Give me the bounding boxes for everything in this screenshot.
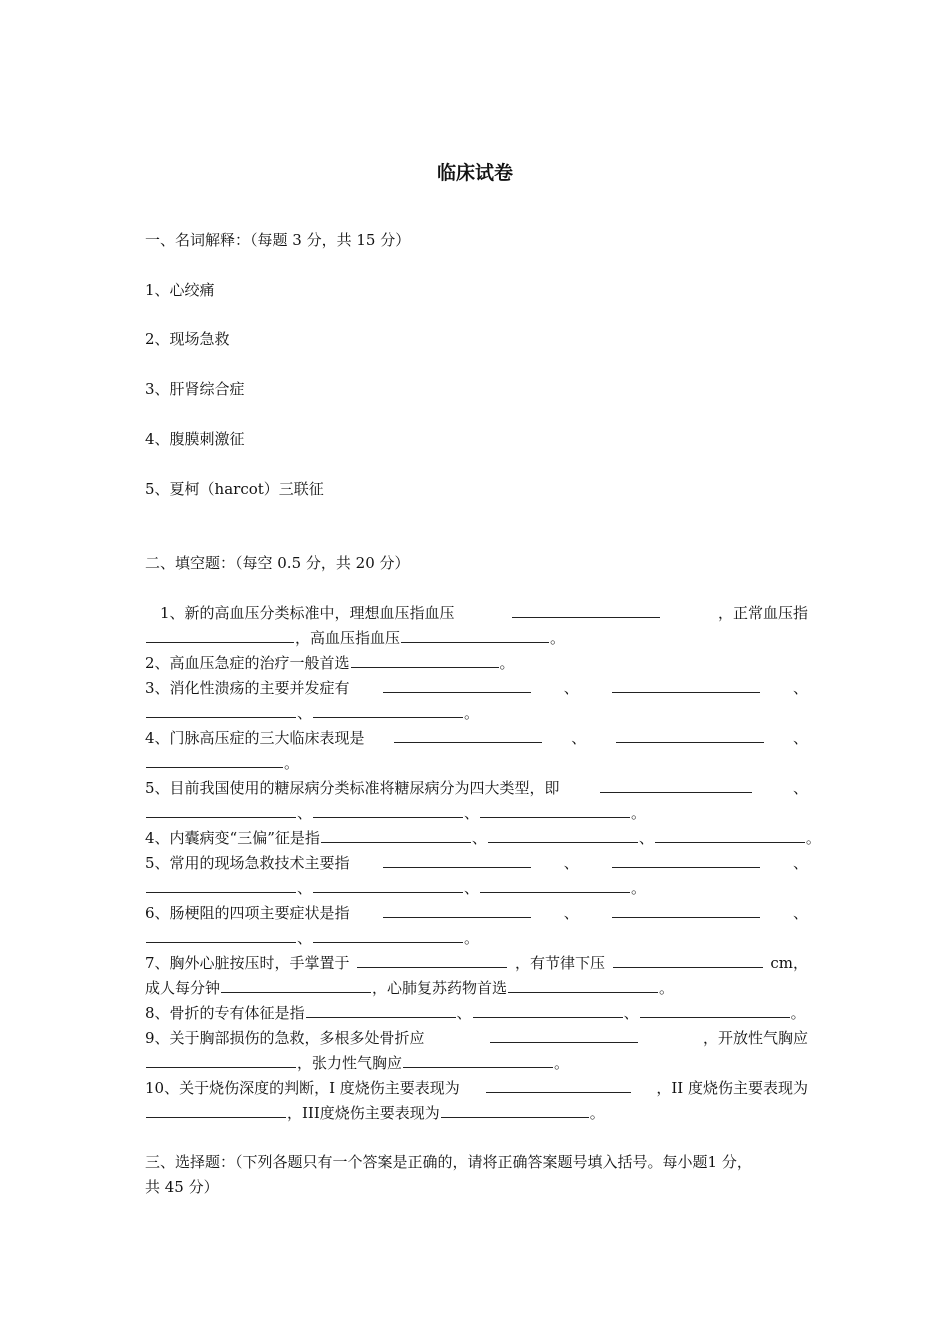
separator: 、: [297, 879, 313, 897]
answer-blank[interactable]: [383, 677, 531, 693]
question-text: 10、关于烧伤深度的判断，I 度烧伤主要表现为: [145, 1079, 460, 1097]
section1-heading: 一、名词解释：（每题 3 分，共 15 分）: [145, 231, 411, 249]
fill-question-cont: [145, 877, 646, 898]
answer-blank[interactable]: [600, 777, 752, 793]
separator: 、: [471, 829, 487, 847]
answer-blank[interactable]: [655, 827, 805, 843]
answer-blank[interactable]: [357, 952, 507, 968]
question-text: 7、胸外心脏按压时，手掌置于: [145, 954, 350, 972]
question-text: ，有节律下压: [514, 954, 605, 972]
answer-blank[interactable]: [486, 1077, 631, 1093]
answer-blank[interactable]: [221, 977, 371, 993]
answer-blank[interactable]: [480, 802, 630, 818]
answer-blank[interactable]: [146, 752, 283, 768]
question-text: 。: [499, 654, 515, 672]
fill-question-cont: [145, 977, 674, 998]
fill-question: [145, 677, 808, 698]
answer-blank[interactable]: [403, 1052, 553, 1068]
question-text: 8、骨折的专有体征是指: [145, 1004, 305, 1022]
fill-question: [145, 952, 808, 973]
answer-blank[interactable]: [146, 802, 296, 818]
question-text: 成人每分钟: [145, 979, 221, 997]
fill-question: [145, 1027, 808, 1048]
question-text: ，张力性气胸应: [297, 1054, 403, 1072]
question-text: ，高血压指血压: [295, 629, 401, 647]
answer-blank[interactable]: [146, 1052, 296, 1068]
question-text: ，III度烧伤主要表现为: [287, 1104, 440, 1122]
period: 。: [659, 979, 675, 997]
answer-blank[interactable]: [508, 977, 658, 993]
answer-blank[interactable]: [383, 902, 531, 918]
period: 。: [554, 1054, 570, 1072]
answer-blank[interactable]: [612, 677, 760, 693]
period: 。: [464, 929, 480, 947]
separator: 、: [297, 929, 313, 947]
section2-heading: 二、填空题：（每空 0.5 分，共 20 分）: [145, 554, 410, 572]
period: 。: [631, 879, 647, 897]
answer-blank[interactable]: [313, 702, 463, 718]
separator: 、: [792, 779, 808, 797]
fill-question-cont: [145, 1102, 605, 1123]
separator: 、: [792, 729, 808, 747]
fill-question: [145, 1002, 806, 1023]
period: 。: [805, 829, 821, 847]
answer-blank[interactable]: [146, 1102, 286, 1118]
term-item: 5、夏柯（harcot）三联征: [145, 480, 324, 498]
answer-blank[interactable]: [401, 627, 549, 643]
question-text: 9、关于胸部损伤的急救，多根多处骨折应: [145, 1029, 425, 1047]
answer-blank[interactable]: [488, 827, 638, 843]
question-text: 6、肠梗阻的四项主要症状是指: [145, 904, 350, 922]
separator: 、: [456, 1004, 472, 1022]
fill-question-cont: [145, 802, 646, 823]
answer-blank[interactable]: [351, 652, 499, 668]
separator: 、: [563, 904, 579, 922]
fill-question-cont: [145, 927, 479, 948]
answer-blank[interactable]: [146, 927, 296, 943]
term-item: 1、心绞痛: [145, 281, 215, 299]
fill-question-cont: [145, 627, 565, 648]
unit-text: cm，: [770, 954, 808, 972]
answer-blank[interactable]: [313, 877, 463, 893]
section3-heading: 三、选择题：（下列各题只有一个答案是正确的，请将正确答案题号填入括号。每小题1 分，: [145, 1153, 752, 1171]
separator: 、: [571, 729, 587, 747]
answer-blank[interactable]: [321, 827, 471, 843]
question-text: ，正常血压指: [717, 604, 808, 622]
fill-question: [145, 727, 808, 748]
fill-question: [145, 902, 808, 923]
answer-blank[interactable]: [306, 1002, 456, 1018]
separator: 、: [638, 829, 654, 847]
fill-question: [145, 777, 808, 798]
fill-question: [145, 827, 821, 848]
answer-blank[interactable]: [490, 1027, 638, 1043]
answer-blank[interactable]: [313, 802, 463, 818]
answer-blank[interactable]: [612, 902, 760, 918]
answer-blank[interactable]: [480, 877, 630, 893]
separator: 、: [464, 804, 480, 822]
answer-blank[interactable]: [383, 852, 531, 868]
question-text: ，心肺复苏药物首选: [372, 979, 508, 997]
fill-question: [145, 1077, 808, 1098]
question-text: ，开放性气胸应: [702, 1029, 808, 1047]
fill-question-cont: [145, 752, 299, 773]
page-title: 临床试卷: [436, 162, 513, 184]
separator: 、: [792, 854, 808, 872]
separator: 、: [464, 879, 480, 897]
question-text: 5、目前我国使用的糖尿病分类标准将糖尿病分为四大类型，即: [145, 779, 560, 797]
fill-question: [145, 852, 808, 873]
answer-blank[interactable]: [616, 727, 764, 743]
question-text: 4、内囊病变“三偏”征是指: [145, 829, 320, 847]
question-text: 3、消化性溃疡的主要并发症有: [145, 679, 350, 697]
separator: 、: [297, 804, 313, 822]
question-text: ，II 度烧伤主要表现为: [656, 1079, 808, 1097]
fill-question-cont: [145, 1052, 569, 1073]
term-item: 4、腹膜刺激征: [145, 430, 245, 448]
answer-blank[interactable]: [146, 702, 296, 718]
fill-question: [160, 602, 808, 623]
answer-blank[interactable]: [512, 602, 660, 618]
question-text: 1、新的高血压分类标准中，理想血压指血压: [160, 604, 455, 622]
separator: 、: [563, 854, 579, 872]
answer-blank[interactable]: [613, 952, 763, 968]
answer-blank[interactable]: [394, 727, 542, 743]
period: 。: [589, 1104, 605, 1122]
separator: 、: [563, 679, 579, 697]
separator: 、: [297, 704, 313, 722]
answer-blank[interactable]: [612, 852, 760, 868]
question-text: 2、高血压急症的治疗一般首选: [145, 654, 350, 672]
section3-heading-cont: 共 45 分）: [145, 1178, 219, 1196]
answer-blank[interactable]: [146, 627, 294, 643]
separator: 、: [792, 904, 808, 922]
term-item: 2、现场急救: [145, 330, 230, 348]
question-text: 。: [550, 629, 566, 647]
answer-blank[interactable]: [313, 927, 463, 943]
separator: 、: [792, 679, 808, 697]
fill-question: [145, 652, 515, 673]
answer-blank[interactable]: [640, 1002, 790, 1018]
question-text: 5、常用的现场急救技术主要指: [145, 854, 350, 872]
answer-blank[interactable]: [441, 1102, 589, 1118]
answer-blank[interactable]: [473, 1002, 623, 1018]
period: 。: [790, 1004, 806, 1022]
fill-question-cont: [145, 702, 479, 723]
answer-blank[interactable]: [146, 877, 296, 893]
question-text: 4、门脉高压症的三大临床表现是: [145, 729, 365, 747]
period: 。: [284, 754, 300, 772]
period: 。: [631, 804, 647, 822]
term-item: 3、肝肾综合症: [145, 380, 245, 398]
separator: 、: [623, 1004, 639, 1022]
period: 。: [464, 704, 480, 722]
